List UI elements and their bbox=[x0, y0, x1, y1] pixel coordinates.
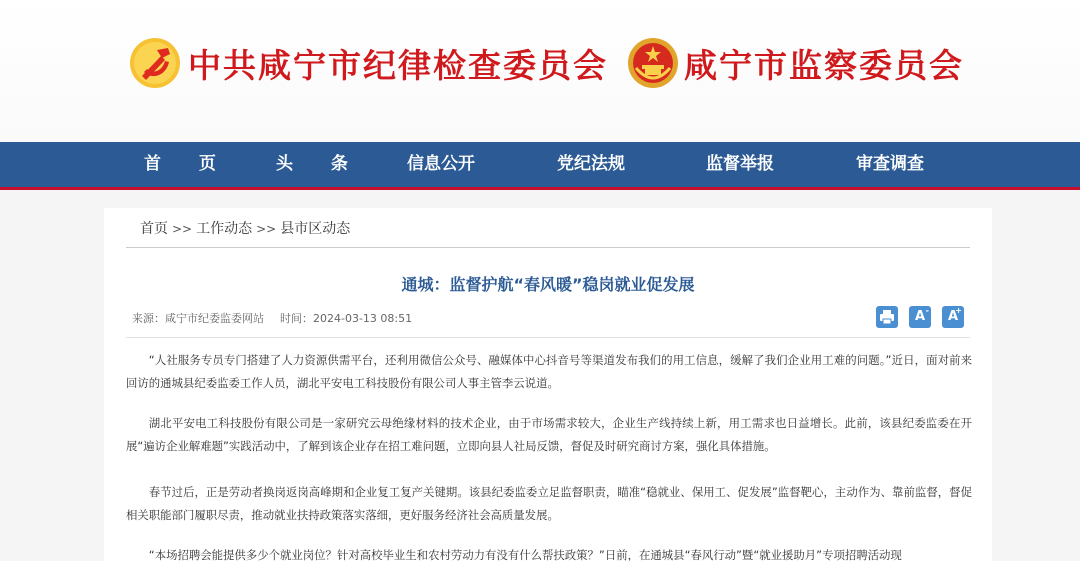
font-small-sign: - bbox=[925, 306, 929, 315]
font-increase-icon[interactable] bbox=[942, 306, 964, 328]
nav-item-party-regulations[interactable]: 党纪法规 bbox=[557, 154, 625, 174]
article-tools bbox=[876, 306, 964, 328]
meta-divider bbox=[126, 337, 970, 338]
breadcrumb-separator: >> bbox=[256, 222, 277, 236]
article-paragraph: 湖北平安电工科技股份有限公司是一家研究云母绝缘材料的技术企业，由于市场需求较大，企业生产线持续上新，用工需求也日益增长。此前，该县纪委监委在开展“遍访企业解难题”实践活动中，了解到该企业存在招工难问题，立即向县人社局反馈，督促及时研究商讨方案，强化具体措施。 bbox=[126, 416, 972, 453]
article-panel bbox=[104, 208, 992, 561]
breadcrumb-county-news-link[interactable]: 县市区动态 bbox=[280, 221, 351, 237]
printer-icon bbox=[876, 306, 898, 328]
breadcrumb-separator: >> bbox=[172, 222, 193, 236]
breadcrumb-divider bbox=[126, 247, 970, 248]
font-decrease-icon[interactable] bbox=[909, 306, 931, 328]
article-time: 2024-03-13 08:51 bbox=[313, 312, 413, 325]
breadcrumb bbox=[140, 218, 350, 240]
time-label: 时间： bbox=[280, 312, 313, 325]
breadcrumb-home-link[interactable]: 首页 bbox=[140, 221, 168, 237]
article-paragraph: “人社服务专员专门搭建了人力资源供需平台，还利用微信公众号、融媒体中心抖音号等渠道发布我们的用工信息，缓解了我们企业用工难的问题。”近日，面对前来回访的通城县纪委监委工作人员，湖北平安电工科技股份有限公司人事主管李云说道。 bbox=[126, 353, 972, 390]
main-nav bbox=[0, 142, 1080, 190]
nav-item-supervision-report[interactable]: 监督举报 bbox=[706, 154, 774, 174]
nav-item-info-disclosure[interactable]: 信息公开 bbox=[407, 154, 475, 174]
source-label: 来源： bbox=[132, 312, 165, 325]
print-icon[interactable] bbox=[876, 306, 898, 328]
article-meta bbox=[132, 310, 412, 326]
site-logo-row[interactable] bbox=[128, 30, 964, 96]
site-header bbox=[0, 0, 1080, 142]
article-paragraph: 春节过后，正是劳动者换岗返岗高峰期和企业复工复产关键期。该县纪委监委立足监督职责，瞄准“稳就业、保用工、促发展”监督靶心，主动作为、靠前监督，督促相关职能部门履职尽责，推动就业扶持政策落实落细，更好服务经济社会高质量发展。 bbox=[126, 485, 972, 522]
nav-item-home[interactable]: 首 页 bbox=[144, 154, 232, 174]
font-large-sign: + bbox=[955, 306, 962, 315]
article-title: 通城：监督护航“春风暖”稳岗就业促发展 bbox=[401, 275, 695, 294]
nav-item-investigation[interactable]: 审查调查 bbox=[856, 154, 924, 174]
breadcrumb-work-news-link[interactable]: 工作动态 bbox=[196, 221, 253, 237]
article-paragraph: “本场招聘会能提供多少个就业岗位？针对高校毕业生和农村劳动力有没有什么帮扶政策？”日前，在通城县“春风行动”暨“就业援助月”专项招聘活动现 bbox=[148, 548, 902, 561]
article-source: 咸宁市纪委监委网站 bbox=[165, 312, 264, 325]
national-emblem-icon bbox=[626, 36, 680, 90]
font-large-letter: A bbox=[947, 309, 959, 324]
party-emblem-icon bbox=[128, 36, 182, 90]
site-title-right: 咸宁市监察委员会 bbox=[684, 45, 964, 85]
nav-item-headlines[interactable]: 头 条 bbox=[276, 154, 364, 174]
site-title-left: 中共咸宁市纪律检查委员会 bbox=[188, 45, 608, 85]
font-small-letter: A bbox=[914, 309, 926, 324]
